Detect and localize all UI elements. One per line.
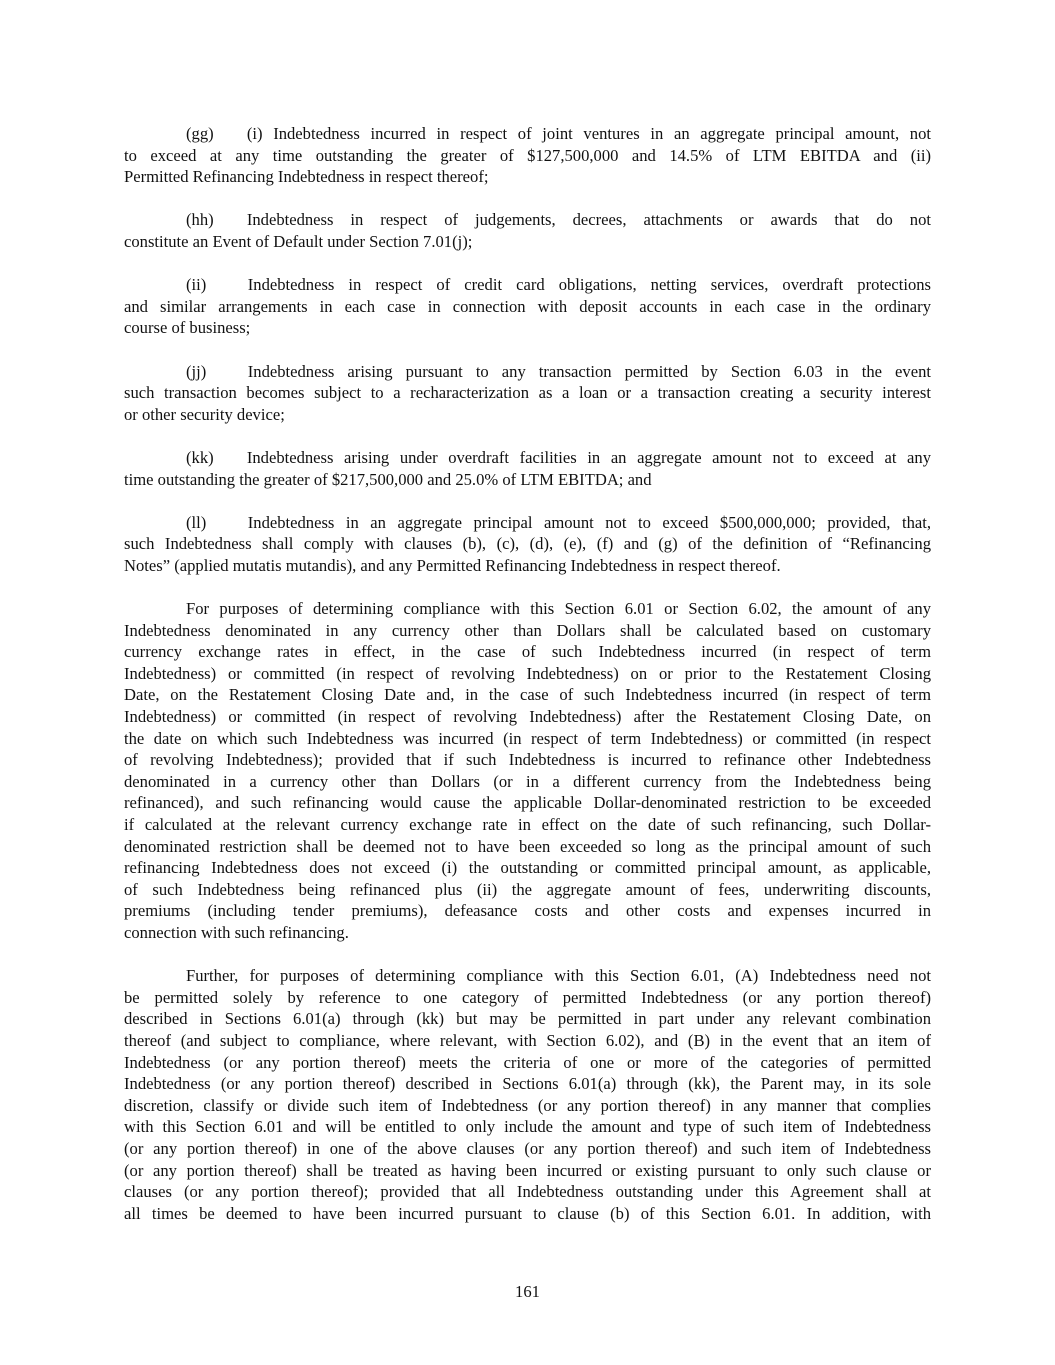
text-line: discretion, classify or divide such item of Indebtedness (or any portion thereof) in any manner that complies <box>124 1095 931 1115</box>
text-line: Further, for purposes of determining compliance with this Section 6.01, (A) Indebtedness need not <box>186 966 931 986</box>
text-line: or other security device; <box>124 404 285 424</box>
text-line: connection with such refinancing. <box>124 922 349 942</box>
text-line: all times be deemed to have been incurred pursuant to clause (b) of this Section 6.01. In addition, with <box>124 1203 931 1223</box>
text-line: thereof (and subject to compliance, where relevant, with Section 6.02), and (B) in the event that an item of <box>124 1030 931 1050</box>
text-line: denominated in a currency other than Dollars (or in a different currency from the Indebtedness being <box>124 771 931 791</box>
text-line: refinancing Indebtedness does not exceed (i) the outstanding or committed principal amount, as applicable, <box>124 858 931 878</box>
text-line: (ll) Indebtedness in an aggregate principal amount not to exceed $500,000,000; provided, that, <box>186 512 931 532</box>
text-line: premiums (including tender premiums), defeasance costs and other costs and expenses incurred in <box>124 901 931 921</box>
text-line: such transaction becomes subject to a recharacterization as a loan or a transaction creating a security interest <box>124 383 931 403</box>
text-line: Indebtedness) or committed (in respect of revolving Indebtedness) after the Restatement Closing Date, on <box>124 707 931 727</box>
text-line: time outstanding the greater of $217,500,000 and 25.0% of LTM EBITDA; and <box>124 469 652 489</box>
text-line: described in Sections 6.01(a) through (kk) but may be permitted in part under any relevant combination <box>124 1009 931 1029</box>
text-line: be permitted solely by reference to one category of permitted Indebtedness (or any portion thereof) <box>124 987 931 1007</box>
text-line: Permitted Refinancing Indebtedness in respect thereof; <box>124 167 489 187</box>
text-line: Indebtedness (or any portion thereof) described in Sections 6.01(a) through (kk), the Parent may, in its sole <box>124 1074 931 1094</box>
text-line: (or any portion thereof) in one of the above clauses (or any portion thereof) and such item of Indebtedness <box>124 1138 931 1158</box>
text-line: refinanced), and such refinancing would cause the applicable Dollar-denominated restriction to be exceeded <box>124 793 931 813</box>
page-number: 161 <box>515 1282 540 1301</box>
text-line: currency exchange rates in effect, in the case of such Indebtedness incurred (in respect of term <box>124 642 931 662</box>
text-line: such Indebtedness shall comply with clauses (b), (c), (d), (e), (f) and (g) of the definition of “Refinancing <box>124 534 931 554</box>
text-line: if calculated at the relevant currency exchange rate in effect on the date of such refinancing, such Dollar- <box>124 815 931 834</box>
text-line: of such Indebtedness being refinanced plus (ii) the aggregate amount of fees, underwriting discounts, <box>124 879 931 899</box>
text-line: course of business; <box>124 318 251 338</box>
paragraph <box>124 447 931 490</box>
text-line: Notes” (applied mutatis mutandis), and any Permitted Refinancing Indebtedness in respect thereof. <box>124 555 781 575</box>
text-line: (jj) Indebtedness arising pursuant to any transaction permitted by Section 6.03 in the event <box>186 361 931 381</box>
text-line: Date, on the Restatement Closing Date and, in the case of such Indebtedness incurred (in respect of term <box>124 685 931 705</box>
paragraph <box>124 123 931 188</box>
text-line: to exceed at any time outstanding the greater of $127,500,000 and 14.5% of LTM EBITDA and (ii) <box>124 145 931 165</box>
text-line: constitute an Event of Default under Section 7.01(j); <box>124 231 473 251</box>
text-line: For purposes of determining compliance with this Section 6.01 or Section 6.02, the amount of any <box>186 599 931 619</box>
text-line: Indebtedness) or committed (in respect of revolving Indebtedness) on or prior to the Restatement Closing <box>124 663 931 683</box>
text-line: the date on which such Indebtedness was incurred (in respect of term Indebtedness) or committed (in respect <box>124 728 931 748</box>
paragraph <box>124 361 931 426</box>
text-line: (gg) (i) Indebtedness incurred in respect of joint ventures in an aggregate principal amount, not <box>186 124 931 143</box>
text-line: clauses (or any portion thereof); provided that all Indebtedness outstanding under this Agreement shall at <box>124 1182 931 1202</box>
paragraph <box>124 209 931 252</box>
text-line: Indebtedness (or any portion thereof) meets the criteria of one or more of the categories of permitted <box>124 1052 931 1072</box>
text-line: (or any portion thereof) shall be treated as having been incurred or existing pursuant to only such clause or <box>124 1160 931 1180</box>
paragraph <box>124 512 931 577</box>
paragraph <box>124 274 931 339</box>
document-body <box>124 123 931 1246</box>
text-line: of revolving Indebtedness); provided that if such Indebtedness is incurred to refinance other Indebtedness <box>124 750 931 770</box>
text-line: Indebtedness denominated in any currency other than Dollars shall be calculated based on customary <box>124 620 931 640</box>
text-line: with this Section 6.01 and will be entitled to only include the amount and type of such item of Indebtedness <box>124 1117 931 1137</box>
text-line: (ii) Indebtedness in respect of credit card obligations, netting services, overdraft protections <box>186 275 931 295</box>
paragraph <box>124 598 931 944</box>
paragraph <box>124 965 931 1224</box>
text-line: (hh) Indebtedness in respect of judgements, decrees, attachments or awards that do not <box>186 210 931 230</box>
text-line: denominated restriction shall be deemed not to have been exceeded so long as the principal amount of such <box>124 836 931 856</box>
text-line: and similar arrangements in each case in connection with deposit accounts in each case in the ordinary <box>124 296 931 316</box>
text-line: (kk) Indebtedness arising under overdraft facilities in an aggregate amount not to exceed at any <box>186 447 931 467</box>
